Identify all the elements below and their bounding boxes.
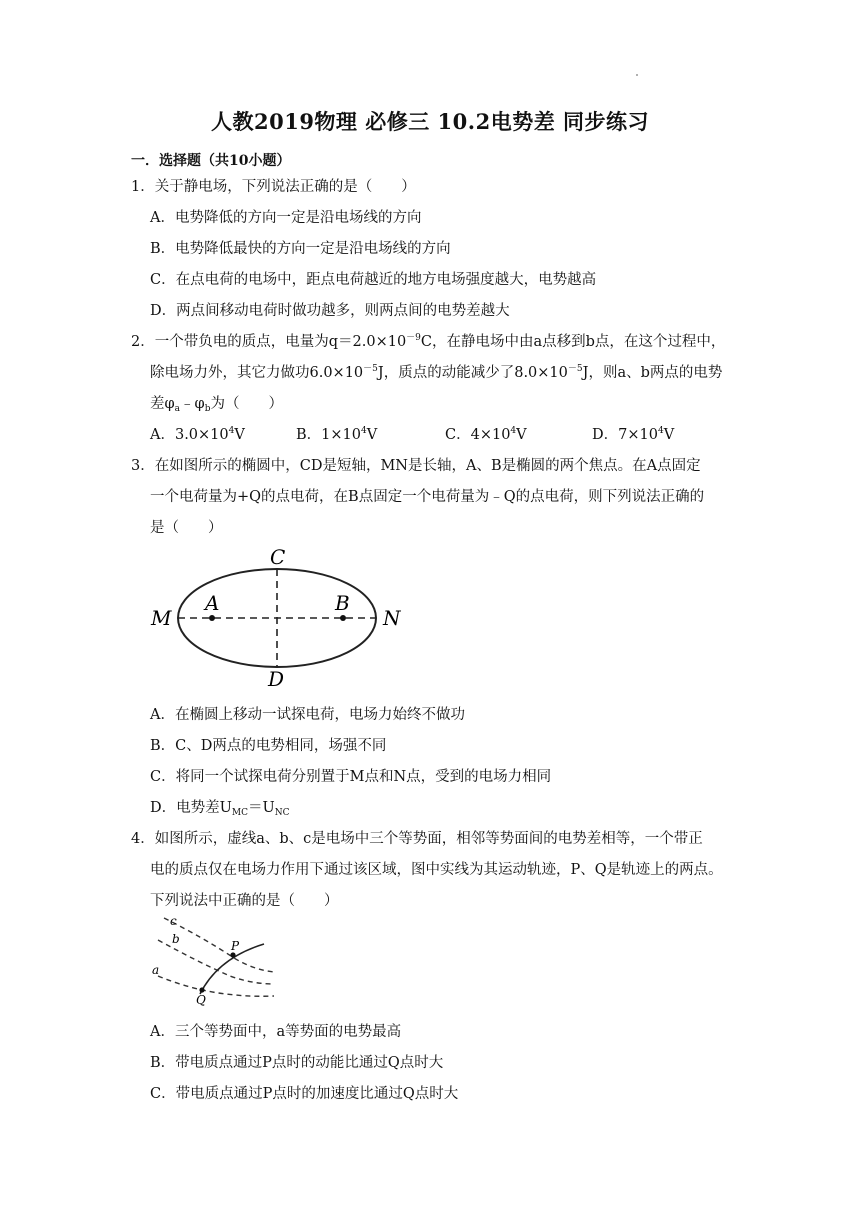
page-title: 人教2019物理 必修三 10.2电势差 同步练习 <box>210 109 650 134</box>
label-b: B <box>335 591 350 615</box>
label-p: P <box>231 939 240 953</box>
q4-stem-line3: 下列说法中正确的是（ ） <box>150 893 339 909</box>
label-a-curve: a <box>152 963 160 977</box>
q1-option-b: B．电势降低最快的方向一定是沿电场线的方向 <box>150 241 451 257</box>
page-dot <box>636 74 638 76</box>
q4-option-a: A．三个等势面中，a等势面的电势最高 <box>150 1024 402 1040</box>
equipotential-a <box>158 976 274 996</box>
q2-option-b: B．$1\times 10^4V$ <box>296 426 378 443</box>
label-a: A <box>205 591 220 615</box>
q3-option-c: C．将同一个试探电荷分别置于M点和N点，受到的电场力相同 <box>150 769 552 785</box>
q4-option-b: B．带电质点通过P点时的动能比通过Q点时大 <box>150 1055 444 1071</box>
label-c: C <box>270 545 286 569</box>
focus-a-dot <box>209 615 215 621</box>
q3-stem-line1: 3．在如图所示的椭圆中，CD是短轴，MN是长轴，A、B是椭圆的两个焦点。在A点固定 <box>131 458 701 474</box>
q3-option-a: A．在椭圆上移动一试探电荷，电场力始终不做功 <box>150 707 465 723</box>
q2-option-c: C．$4\times 10^4V$ <box>445 426 527 443</box>
q2-stem-line1: 2．一个带负电的质点，电量为$q=2.0\times 10^{-9}C$，在静电场中由a点移到b点，在这个过程中， <box>131 333 726 350</box>
label-d: D <box>268 667 285 690</box>
q3-stem-line2: 一个电荷量为+Q的点电荷，在B点固定一个电荷量为﹣Q的点电荷，则下列说法正确的 <box>150 489 705 505</box>
q4-stem-line1: 4．如图所示，虚线a、b、c是电场中三个等势面，相邻等势面间的电势差相等，一个带正 <box>131 831 703 847</box>
point-q <box>199 987 204 992</box>
q3-option-b: B．C、D两点的电势相同，场强不同 <box>150 738 387 754</box>
q1-option-d: D．两点间移动电荷时做功越多，则两点间的电势差越大 <box>150 303 510 319</box>
equipotential-c <box>164 918 274 972</box>
label-m: M <box>151 606 172 630</box>
q2-options <box>150 425 710 445</box>
equipotential-diagram <box>146 910 276 1010</box>
label-b-curve: b <box>172 932 180 946</box>
q4-option-c: C．带电质点通过P点时的加速度比通过Q点时大 <box>150 1086 459 1102</box>
q2-stem-line2: 除电场力外，其它力做功$6.0\times 10^{-5}J$，质点的动能减少了$8.0\times 10^{-5}J$，则a、b两点的电势 <box>150 364 723 381</box>
q1-option-c: C．在点电荷的电场中，距点电荷越近的地方电场强度越大，电势越高 <box>150 272 597 288</box>
ellipse-diagram <box>148 540 408 690</box>
q3-stem-line3: 是（ ） <box>150 520 223 536</box>
label-q: Q <box>196 993 206 1007</box>
q2-option-d: D．$7\times 10^4V$ <box>592 426 675 443</box>
section-heading: 一．选择题（共10小题） <box>131 153 291 169</box>
q3-option-d: D．电势差$U_{MC}=U_{NC}$ <box>150 800 290 818</box>
q2-option-a: A．$3.0\times 10^4V$ <box>150 426 245 443</box>
q4-stem-line2: 电的质点仅在电场力作用下通过该区域，图中实线为其运动轨迹，P、Q是轨迹上的两点。 <box>150 862 723 878</box>
focus-b-dot <box>340 615 346 621</box>
point-p <box>230 952 235 957</box>
label-c-curve: c <box>170 914 177 928</box>
q1-option-a: A．电势降低的方向一定是沿电场线的方向 <box>150 210 422 226</box>
q1-stem: 1．关于静电场，下列说法正确的是（ ） <box>131 179 416 195</box>
label-n: N <box>383 606 401 630</box>
q2-stem-line3: 差$\varphi_a﹣\varphi_b$为（ ） <box>150 396 283 414</box>
